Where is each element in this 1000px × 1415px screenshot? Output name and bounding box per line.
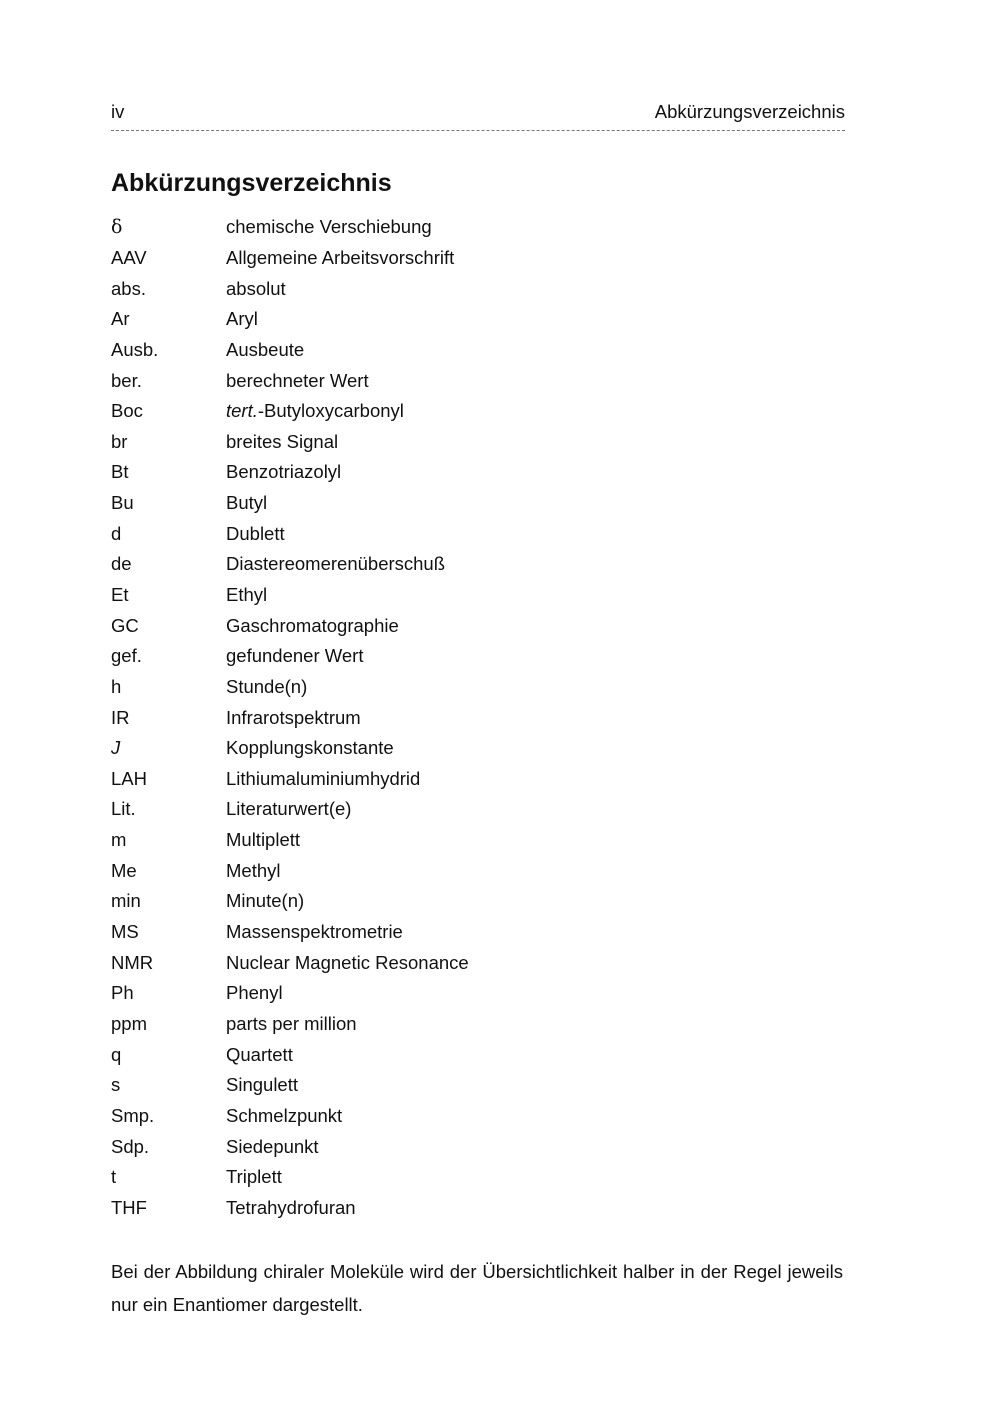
abbreviation-term: AAV — [111, 246, 147, 268]
abbreviation-row — [111, 304, 845, 335]
abbreviation-meaning: Dublett — [226, 522, 285, 544]
abbreviation-row — [111, 396, 845, 427]
abbreviation-meaning: Siedepunkt — [226, 1135, 319, 1157]
abbreviation-row — [111, 641, 845, 672]
abbreviation-meaning: Infrarotspektrum — [226, 706, 361, 728]
abbreviation-row — [111, 1131, 845, 1162]
abbreviation-term: gef. — [111, 645, 142, 667]
abbreviation-meaning: Phenyl — [226, 982, 283, 1004]
abbreviation-term: ber. — [111, 369, 142, 391]
abbreviation-row — [111, 1070, 845, 1101]
abbreviation-term: J — [111, 737, 121, 759]
section-title: Abkürzungsverzeichnis — [111, 169, 392, 197]
abbreviation-meaning: Ausbeute — [226, 338, 305, 360]
abbreviation-term: Bu — [111, 492, 134, 514]
abbreviation-term: IR — [111, 706, 130, 728]
abbreviation-meaning: Schmelzpunkt — [226, 1104, 343, 1126]
abbreviation-term: LAH — [111, 767, 147, 789]
abbreviation-meaning-rest: -Butyloxycarbonyl — [257, 400, 404, 422]
abbreviation-term: Et — [111, 584, 129, 605]
abbreviation-term: min — [111, 890, 141, 912]
abbreviation-row — [111, 855, 845, 886]
abbreviation-row — [111, 335, 845, 366]
abbreviation-row — [111, 1101, 845, 1132]
abbreviation-meaning: Minute(n) — [226, 890, 305, 912]
abbreviation-term: h — [111, 675, 122, 697]
abbreviation-meaning: Allgemeine Arbeitsvorschrift — [226, 246, 455, 268]
abbreviation-row — [111, 672, 845, 703]
abbreviation-row — [111, 488, 845, 519]
abbreviation-term: m — [111, 829, 127, 851]
abbreviation-term: s — [111, 1074, 121, 1096]
abbreviation-meaning: Tetrahydrofuran — [226, 1196, 356, 1218]
abbreviation-term: de — [111, 553, 132, 575]
abbreviation-list — [111, 212, 845, 1223]
abbreviation-term: Ausb. — [111, 338, 159, 360]
page-number: iv — [111, 101, 125, 122]
abbreviation-term: d — [111, 522, 122, 544]
abbreviation-term: br — [111, 430, 128, 452]
abbreviation-meaning: Aryl — [226, 308, 258, 330]
abbreviation-row — [111, 978, 845, 1009]
abbreviation-term: ppm — [111, 1012, 147, 1034]
abbreviation-meaning: chemische Verschiebung — [226, 216, 432, 238]
abbreviation-row — [111, 1193, 845, 1224]
abbreviation-row — [111, 243, 845, 274]
abbreviation-row — [111, 886, 845, 917]
abbreviation-row — [111, 733, 845, 764]
abbreviation-term: NMR — [111, 951, 154, 973]
abbreviation-row — [111, 457, 845, 488]
abbreviation-row — [111, 1009, 845, 1040]
abbreviation-row — [111, 1162, 845, 1193]
abbreviation-meaning: breites Signal — [226, 430, 339, 452]
abbreviation-row — [111, 825, 845, 856]
abbreviation-term: Sdp. — [111, 1135, 150, 1157]
running-title: Abkürzungsverzeichnis — [654, 101, 845, 122]
abbreviation-term: Bt — [111, 461, 129, 483]
abbreviation-meaning: Benzotriazolyl — [226, 461, 342, 483]
abbreviation-row — [111, 764, 845, 795]
abbreviation-meaning: Quartett — [226, 1043, 293, 1065]
abbreviation-term: abs. — [111, 277, 146, 299]
abbreviation-row — [111, 365, 845, 396]
abbreviation-term: THF — [111, 1196, 147, 1218]
abbreviation-row — [111, 426, 845, 457]
abbreviation-term: Ph — [111, 982, 134, 1004]
abbreviation-row — [111, 794, 845, 825]
abbreviation-row — [111, 917, 845, 948]
abbreviation-meaning: Literaturwert(e) — [226, 798, 352, 820]
abbreviation-meaning: Multiplett — [226, 829, 301, 851]
abbreviation-meaning: Kopplungskonstante — [226, 737, 394, 759]
abbreviation-row — [111, 947, 845, 978]
abbreviation-term: q — [111, 1043, 122, 1065]
abbreviation-row — [111, 702, 845, 733]
abbreviation-meaning: Nuclear Magnetic Resonance — [226, 951, 469, 973]
abbreviation-row — [111, 212, 845, 243]
abbreviation-meaning: Diastereomerenüberschuß — [226, 553, 446, 575]
abbreviation-term: Lit. — [111, 798, 136, 820]
abbreviation-row — [111, 580, 845, 611]
abbreviation-term: GC — [111, 614, 139, 636]
abbreviation-meaning: Stunde(n) — [226, 675, 308, 697]
page-header — [111, 100, 845, 131]
abbreviation-meaning: Ethyl — [226, 584, 268, 605]
abbreviation-meaning: Massenspektrometrie — [226, 921, 403, 943]
abbreviation-meaning: Singulett — [226, 1074, 298, 1096]
abbreviation-row — [111, 610, 845, 641]
abbreviation-row — [111, 1039, 845, 1070]
abbreviation-meaning: berechneter Wert — [226, 369, 369, 391]
abbreviation-row — [111, 273, 845, 304]
abbreviation-term: Smp. — [111, 1104, 155, 1126]
abbreviation-meaning: Gaschromatographie — [226, 614, 399, 636]
abbreviation-meaning: gefundener Wert — [226, 645, 364, 667]
abbreviation-term: t — [111, 1166, 117, 1188]
abbreviation-term: Boc — [111, 400, 143, 422]
abbreviation-meaning-prefix: tert. — [226, 400, 258, 422]
abbreviation-meaning: Triplett — [226, 1166, 282, 1188]
abbreviation-meaning: Methyl — [226, 859, 281, 881]
abbreviation-term: Me — [111, 859, 137, 881]
abbreviation-meaning: absolut — [226, 277, 286, 299]
abbreviation-row — [111, 518, 845, 549]
abbreviation-row — [111, 549, 845, 580]
abbreviation-meaning: Butyl — [226, 492, 268, 514]
abbreviation-meaning — [226, 399, 404, 423]
abbreviation-term: Ar — [111, 308, 130, 330]
abbreviation-term: MS — [111, 921, 139, 943]
footnote-paragraph: Bei der Abbildung chiraler Moleküle wird der Übersichtlichkeit halber in der Regel jeweils nur ein Enantiomer dargestellt. — [111, 1261, 843, 1315]
abbreviation-meaning: Lithiumaluminiumhydrid — [226, 767, 421, 789]
abbreviation-meaning: parts per million — [226, 1012, 357, 1034]
abbreviation-term: δ — [111, 216, 123, 239]
